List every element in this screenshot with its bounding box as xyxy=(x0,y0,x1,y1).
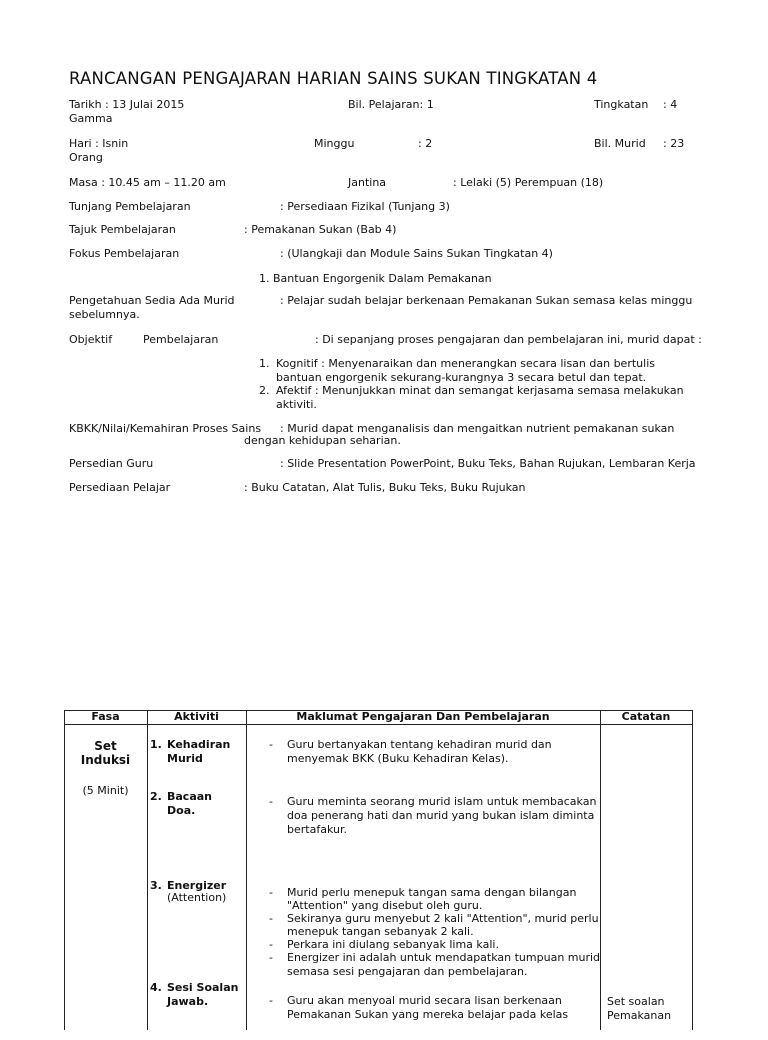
objective-2-text: Afektif : Menunjukkan minat dan semangat kerjasama semasa melakukan xyxy=(276,384,684,397)
header-maklumat: Maklumat Pengajaran Dan Pembelajaran xyxy=(296,710,550,723)
bullet-dash: - xyxy=(269,951,273,964)
gamma-text: Gamma xyxy=(69,112,113,125)
bullet-dash: - xyxy=(269,938,273,951)
bullet-dash: - xyxy=(269,886,273,899)
tajuk-value: : Pemakanan Sukan (Bab 4) xyxy=(244,223,397,236)
kbkk-label: KBKK/Nilai/Kemahiran Proses Sains xyxy=(69,422,262,435)
fasa-name-line2: Induksi xyxy=(80,753,131,767)
activity-2-line2: Doa. xyxy=(167,804,196,817)
tarikh-text: Tarikh : 13 Julai 2015 xyxy=(69,98,185,111)
fokus-item: 1. Bantuan Engorgenik Dalam Pemakanan xyxy=(259,272,492,285)
objective-1-text: Kognitif : Menyenaraikan dan menerangkan secara lisan dan bertulis xyxy=(276,357,655,370)
catatan-line2: Pemakanan xyxy=(607,1009,672,1022)
activity-3-line2: (Attention) xyxy=(167,891,227,904)
activity-4-number: 4. xyxy=(150,981,162,994)
info-3c: Perkara ini diulang sebanyak lima kali. xyxy=(287,938,499,951)
fokus-value: : (Ulangkaji dan Module Sains Sukan Tingkatan 4) xyxy=(280,247,553,260)
hari-text: Hari : Isnin xyxy=(69,137,129,150)
masa-text: Masa : 10.45 am – 11.20 am xyxy=(69,176,226,189)
activity-2-line1: Bacaan xyxy=(167,790,213,803)
info-3a-line2: "Attention" yang disebut oleh guru. xyxy=(287,899,483,912)
tingkatan-value: : 4 xyxy=(663,98,678,111)
pelajar-value: : Buku Catatan, Alat Tulis, Buku Teks, Buku Rujukan xyxy=(244,481,526,494)
info-1-line2: menyemak BKK (Buku Kehadiran Kelas). xyxy=(287,752,509,765)
bil-pelajaran-text: Bil. Pelajaran: 1 xyxy=(348,98,434,111)
pengetahuan-cont: sebelumnya. xyxy=(69,308,140,321)
table-header-border xyxy=(64,724,693,725)
table-right-border xyxy=(692,710,693,1030)
header-fasa: Fasa xyxy=(91,710,120,723)
fasa-duration: (5 Minit) xyxy=(82,784,129,797)
jantina-value: : Lelaki (5) Perempuan (18) xyxy=(453,176,604,189)
kbkk-value: : Murid dapat menganalisis dan mengaitkan nutrient pemakanan sukan xyxy=(280,422,675,435)
header-aktiviti: Aktiviti xyxy=(174,710,219,723)
objective-2-cont: aktiviti. xyxy=(276,398,317,411)
info-4-line2: Pemakanan Sukan yang mereka belajar pada kelas xyxy=(287,1008,569,1021)
orang-text: Orang xyxy=(69,151,103,164)
activity-4-line1: Sesi Soalan xyxy=(167,981,239,994)
bullet-dash: - xyxy=(269,912,273,925)
bil-murid-value: : 23 xyxy=(663,137,685,150)
guru-value: : Slide Presentation PowerPoint, Buku Teks, Bahan Rujukan, Lembaran Kerja xyxy=(280,457,696,470)
pengetahuan-label: Pengetahuan Sedia Ada Murid xyxy=(69,294,235,307)
info-2-line2: doa penerang hati dan murid yang bukan islam diminta xyxy=(287,809,595,822)
page-title: RANCANGAN PENGAJARAN HARIAN SAINS SUKAN TINGKATAN 4 xyxy=(69,69,598,88)
activity-2-number: 2. xyxy=(150,790,162,803)
objektif-label: Objektif xyxy=(69,333,113,346)
header-catatan: Catatan xyxy=(621,710,671,723)
tunjang-value: : Persediaan Fizikal (Tunjang 3) xyxy=(280,200,450,213)
pengetahuan-value: : Pelajar sudah belajar berkenaan Pemakanan Sukan semasa kelas minggu xyxy=(280,294,693,307)
minggu-label: Minggu xyxy=(314,137,355,150)
bil-murid-label: Bil. Murid xyxy=(594,137,646,150)
info-2-line3: bertafakur. xyxy=(287,823,347,836)
kbkk-cont: dengan kehidupan seharian. xyxy=(244,434,401,447)
activity-3-line1: Energizer xyxy=(167,879,227,892)
activity-1-number: 1. xyxy=(150,738,162,751)
objektif-value: : Di sepanjang proses pengajaran dan pembelajaran ini, murid dapat : xyxy=(315,333,702,346)
table-col-divider-2 xyxy=(246,710,247,1030)
info-3d-line2: semasa sesi pengajaran dan pembelajaran. xyxy=(287,965,528,978)
objective-1-number: 1. xyxy=(259,357,270,370)
activity-1-line2: Murid xyxy=(167,752,203,765)
activity-1-line1: Kehadiran xyxy=(167,738,231,751)
table-col-divider-3 xyxy=(600,710,601,1030)
objective-2-number: 2. xyxy=(259,384,270,397)
info-4-line1: Guru akan menyoal murid secara lisan berkenaan xyxy=(287,994,562,1007)
tajuk-label: Tajuk Pembelajaran xyxy=(69,223,176,236)
info-2-line1: Guru meminta seorang murid islam untuk membacakan xyxy=(287,795,597,808)
activity-4-line2: Jawab. xyxy=(167,995,209,1008)
objektif-label-2: Pembelajaran xyxy=(143,333,219,346)
pelajar-label: Persediaan Pelajar xyxy=(69,481,171,494)
tingkatan-label: Tingkatan xyxy=(594,98,649,111)
objective-1-cont: bantuan engorgenik sekurang-kurangnya 3 secara betul dan tepat. xyxy=(276,371,647,384)
bullet-dash: - xyxy=(269,994,273,1007)
table-col-divider-1 xyxy=(147,710,148,1030)
lesson-table xyxy=(64,710,693,1040)
bullet-dash: - xyxy=(269,795,273,808)
info-1-line1: Guru bertanyakan tentang kehadiran murid dan xyxy=(287,738,552,751)
fasa-name-line1: Set xyxy=(94,739,117,753)
fokus-label: Fokus Pembelajaran xyxy=(69,247,180,260)
info-3b-line1: Sekiranya guru menyebut 2 kali "Attention", murid perlu xyxy=(287,912,599,925)
guru-label: Persedian Guru xyxy=(69,457,154,470)
catatan-line1: Set soalan xyxy=(607,995,665,1008)
activity-3-number: 3. xyxy=(150,879,162,892)
info-3a-line1: Murid perlu menepuk tangan sama dengan bilangan xyxy=(287,886,577,899)
tunjang-label: Tunjang Pembelajaran xyxy=(69,200,191,213)
jantina-label: Jantina xyxy=(348,176,387,189)
info-3b-line2: menepuk tangan sebanyak 2 kali. xyxy=(287,925,474,938)
minggu-value: : 2 xyxy=(418,137,433,150)
info-3d-line1: Energizer ini adalah untuk mendapatkan tumpuan murid xyxy=(287,951,601,964)
bullet-dash: - xyxy=(269,738,273,751)
